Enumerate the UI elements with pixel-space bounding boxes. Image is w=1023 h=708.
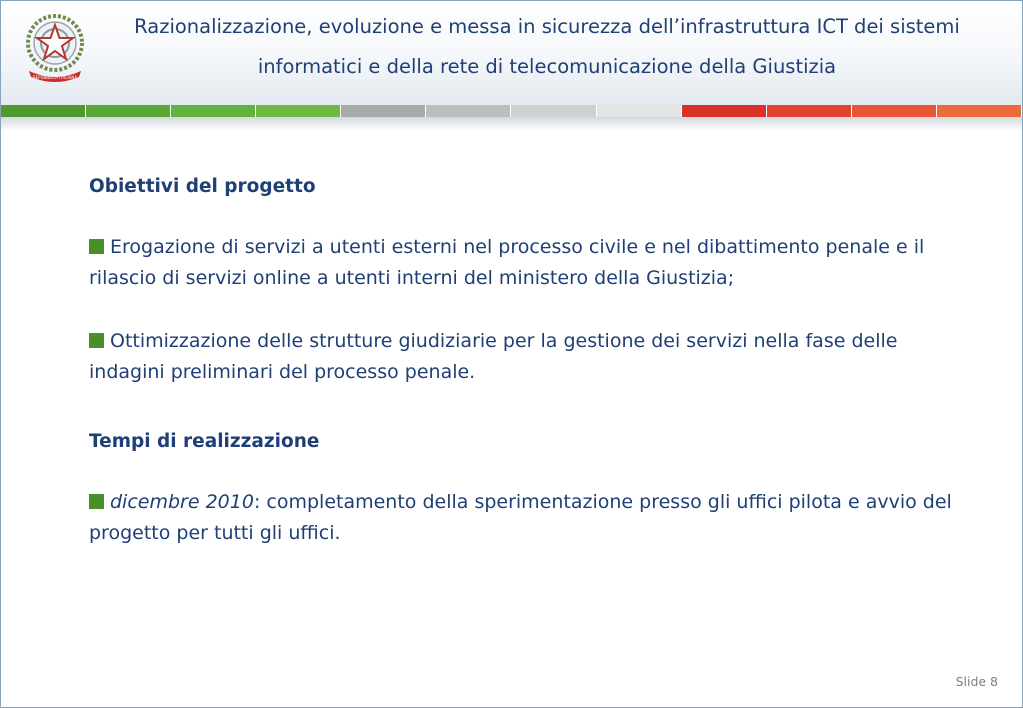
objective-item-2 [89,326,969,388]
stripe-segment [511,105,596,117]
bullet-square-icon [89,239,104,254]
stripe-segment [256,105,341,117]
color-stripe [1,105,1022,117]
stripe-segment [767,105,852,117]
stripe-segment [426,105,511,117]
stripe-segment [171,105,256,117]
stripe-segment [1,105,86,117]
slide-title-line1: Razionalizzazione, evoluzione e messa in sicurezza dell’infrastruttura ICT dei sistemi [134,15,960,38]
objective-item-1 [89,232,969,294]
stripe-segment [86,105,171,117]
italian-republic-emblem-icon [23,13,87,85]
stripe-segment [682,105,767,117]
objectives-heading: Obiettivi del progetto [89,176,316,197]
bullet-square-icon [89,494,104,509]
stripe-segment [341,105,426,117]
slide-title [97,7,997,87]
slide-header [1,1,1022,105]
timeline-text: : completamento della sperimentazione presso gli uffici pilota e avvio del progetto per tutti gli uffici. [89,491,952,544]
stripe-shadow [1,117,1022,131]
objective-item-1-text: Erogazione di servizi a utenti esterni nel processo civile e nel dibattimento penale e il rilascio di servizi online a utenti interni del ministero della Giustizia; [89,236,925,289]
slide-body [89,171,969,549]
stripe-segment [937,105,1022,117]
slide-number: Slide 8 [955,674,998,689]
slide-title-line2: informatici e della rete di telecomunicazione della Giustizia [257,55,837,78]
timeline-item [89,487,969,549]
objective-item-2-text: Ottimizzazione delle strutture giudiziarie per la gestione dei servizi nella fase delle indagini preliminari del processo penale. [89,330,898,383]
bullet-square-icon [89,333,104,348]
timeline-date: dicembre 2010 [110,491,254,513]
stripe-segment [597,105,682,117]
timeline-heading: Tempi di realizzazione [89,431,320,452]
stripe-segment [852,105,937,117]
emblem-ribbon-text: REPUBBLICA ITALIANA [32,75,78,80]
